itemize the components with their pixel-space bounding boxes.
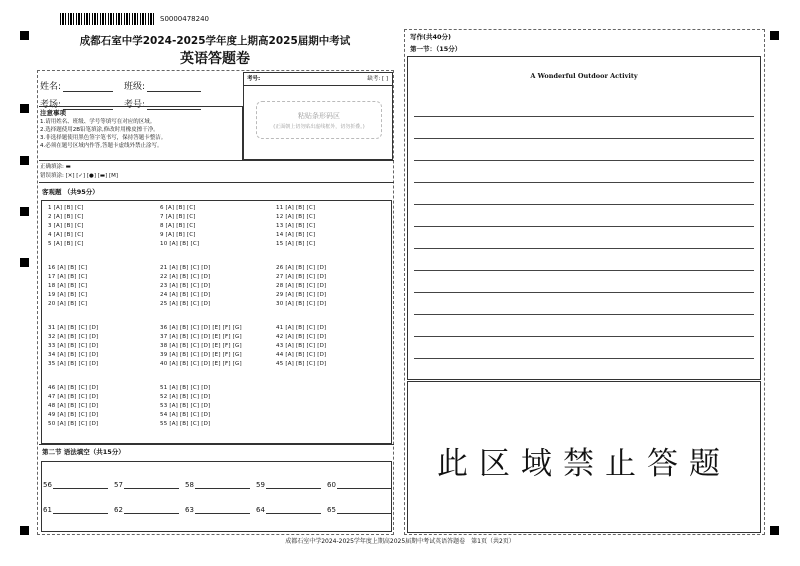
objective-question[interactable]: 6 [A] [B] [C] bbox=[160, 205, 196, 211]
writing-line bbox=[414, 314, 754, 315]
instruction-item: 2.选择题使用2B铅笔填涂,修改时用橡皮擦干净。 bbox=[40, 127, 159, 133]
barcode bbox=[60, 13, 156, 25]
barcode-sticker-area: 粘贴条形码区 (正面朝上切勿贴出虚线框外，切勿折叠。) bbox=[256, 101, 382, 139]
writing-line bbox=[414, 270, 754, 271]
objective-question[interactable]: 33 [A] [B] [C] [D] bbox=[48, 343, 99, 349]
objective-question[interactable]: 28 [A] [B] [C] [D] bbox=[276, 283, 327, 289]
objective-question[interactable]: 48 [A] [B] [C] [D] bbox=[48, 403, 99, 409]
blank-63[interactable]: 63 bbox=[185, 506, 250, 514]
objective-question[interactable]: 3 [A] [B] [C] bbox=[48, 223, 84, 229]
school-title: 成都石室中学2024-2025学年度上期高2025届期中考试 bbox=[79, 35, 351, 47]
registration-mark bbox=[20, 104, 29, 113]
objective-question[interactable]: 19 [A] [B] [C] bbox=[48, 292, 88, 298]
blank-62[interactable]: 62 bbox=[114, 506, 179, 514]
registration-mark bbox=[770, 31, 779, 40]
exam-number-field[interactable]: 考号: bbox=[124, 97, 201, 110]
objective-question[interactable]: 4 [A] [B] [C] bbox=[48, 232, 84, 238]
objective-question[interactable]: 22 [A] [B] [C] [D] bbox=[160, 274, 211, 280]
instruction-item: 1.请用姓名、班级、学号等填写在对应的区域。 bbox=[40, 119, 156, 125]
objective-question[interactable]: 21 [A] [B] [C] [D] bbox=[160, 265, 211, 271]
objective-question[interactable]: 7 [A] [B] [C] bbox=[160, 214, 196, 220]
registration-mark bbox=[770, 526, 779, 535]
objective-question[interactable]: 34 [A] [B] [C] [D] bbox=[48, 352, 99, 358]
barcode-paste-box: 考号: 缺考: [ ] 粘贴条形码区 (正面朝上切勿贴出虚线框外，切勿折叠。) bbox=[243, 72, 393, 160]
objective-question[interactable]: 29 [A] [B] [C] [D] bbox=[276, 292, 327, 298]
objective-question[interactable]: 26 [A] [B] [C] [D] bbox=[276, 265, 327, 271]
objective-question[interactable]: 25 [A] [B] [C] [D] bbox=[160, 301, 211, 307]
objective-question[interactable]: 24 [A] [B] [C] [D] bbox=[160, 292, 211, 298]
writing-line bbox=[414, 204, 754, 205]
objective-question[interactable]: 27 [A] [B] [C] [D] bbox=[276, 274, 327, 280]
writing-line bbox=[414, 182, 754, 183]
objective-question[interactable]: 37 [A] [B] [C] [D] [E] [F] [G] bbox=[160, 334, 242, 340]
objective-question[interactable]: 40 [A] [B] [C] [D] [E] [F] [G] bbox=[160, 361, 242, 367]
objective-question[interactable]: 17 [A] [B] [C] bbox=[48, 274, 88, 280]
registration-mark bbox=[20, 526, 29, 535]
objective-question[interactable]: 53 [A] [B] [C] [D] bbox=[160, 403, 211, 409]
blank-56[interactable]: 56 bbox=[43, 481, 108, 489]
objective-question[interactable]: 15 [A] [B] [C] bbox=[276, 241, 316, 247]
objective-question[interactable]: 54 [A] [B] [C] [D] bbox=[160, 412, 211, 418]
objective-question[interactable]: 39 [A] [B] [C] [D] [E] [F] [G] bbox=[160, 352, 242, 358]
instruction-item: 4.必须在题号区域内作答,答题卡虚线外禁止涂写。 bbox=[40, 143, 163, 149]
objective-question[interactable]: 47 [A] [B] [C] [D] bbox=[48, 394, 99, 400]
objective-question[interactable]: 49 [A] [B] [C] [D] bbox=[48, 412, 99, 418]
objective-question[interactable]: 23 [A] [B] [C] [D] bbox=[160, 283, 211, 289]
subject-title: 英语答题卷 bbox=[180, 51, 250, 67]
objective-question[interactable]: 52 [A] [B] [C] [D] bbox=[160, 394, 211, 400]
objective-question[interactable]: 18 [A] [B] [C] bbox=[48, 283, 88, 289]
exam-room-field[interactable]: 考场: bbox=[40, 97, 113, 110]
objective-question[interactable]: 38 [A] [B] [C] [D] [E] [F] [G] bbox=[160, 343, 242, 349]
essay-title: A Wonderful Outdoor Activity bbox=[530, 72, 638, 80]
objective-question[interactable]: 11 [A] [B] [C] bbox=[276, 205, 316, 211]
writing-line bbox=[414, 138, 754, 139]
blank-57[interactable]: 57 bbox=[114, 481, 179, 489]
objective-title: 客观题 （共95分） bbox=[42, 188, 99, 196]
objective-question[interactable]: 55 [A] [B] [C] [D] bbox=[160, 421, 211, 427]
objective-question[interactable]: 32 [A] [B] [C] [D] bbox=[48, 334, 99, 340]
barcode-number: S0000478240 bbox=[160, 15, 209, 23]
writing-line bbox=[414, 336, 754, 337]
objective-question[interactable]: 31 [A] [B] [C] [D] bbox=[48, 325, 99, 331]
objective-question[interactable]: 43 [A] [B] [C] [D] bbox=[276, 343, 327, 349]
blank-60[interactable]: 60 bbox=[327, 481, 392, 489]
objective-question[interactable]: 50 [A] [B] [C] [D] bbox=[48, 421, 99, 427]
objective-question[interactable]: 8 [A] [B] [C] bbox=[160, 223, 196, 229]
writing-line bbox=[414, 292, 754, 293]
instruction-item: 3.非选择题使用黑色签字笔书写，保持答题卡整洁。 bbox=[40, 135, 167, 141]
objective-question[interactable]: 5 [A] [B] [C] bbox=[48, 241, 84, 247]
writing-line bbox=[414, 248, 754, 249]
wrong-fill-example: 错误填涂: [✕] [✓] [●] [▬] [M] bbox=[40, 173, 119, 179]
objective-question[interactable]: 30 [A] [B] [C] [D] bbox=[276, 301, 327, 307]
instructions-box: 注意事项 1.请用姓名、班级、学号等填写在对应的区域。 2.选择题使用2B铅笔填涂,修改时用橡皮擦干净。 3.非选择题使用黑色签字笔书写，保持答题卡整洁。 4.必须在题号区域内作答,答题卡虚线外禁止涂写。 bbox=[39, 106, 243, 160]
objective-question[interactable]: 16 [A] [B] [C] bbox=[48, 265, 88, 271]
objective-question[interactable]: 51 [A] [B] [C] [D] bbox=[160, 385, 211, 391]
registration-mark bbox=[20, 258, 29, 267]
registration-mark bbox=[20, 207, 29, 216]
objective-question[interactable]: 12 [A] [B] [C] bbox=[276, 214, 316, 220]
objective-question[interactable]: 2 [A] [B] [C] bbox=[48, 214, 84, 220]
writing-section: 第一节：（15分） bbox=[410, 45, 462, 53]
correct-fill-example: 正确填涂: ▬ bbox=[40, 164, 71, 170]
class-field[interactable]: 班级: bbox=[124, 79, 201, 92]
objective-question[interactable]: 9 [A] [B] [C] bbox=[160, 232, 196, 238]
blank-65[interactable]: 65 bbox=[327, 506, 392, 514]
name-field[interactable]: 姓名: bbox=[40, 79, 113, 92]
blank-58[interactable]: 58 bbox=[185, 481, 250, 489]
registration-mark bbox=[20, 31, 29, 40]
objective-question[interactable]: 44 [A] [B] [C] [D] bbox=[276, 352, 327, 358]
forbidden-text: 此区域禁止答题 bbox=[437, 446, 731, 482]
objective-question[interactable]: 14 [A] [B] [C] bbox=[276, 232, 316, 238]
registration-mark bbox=[20, 156, 29, 165]
writing-box[interactable] bbox=[407, 56, 761, 380]
writing-line bbox=[414, 160, 754, 161]
objective-question[interactable]: 46 [A] [B] [C] [D] bbox=[48, 385, 99, 391]
objective-question[interactable]: 35 [A] [B] [C] [D] bbox=[48, 361, 99, 367]
objective-question[interactable]: 10 [A] [B] [C] bbox=[160, 241, 200, 247]
blank-61[interactable]: 61 bbox=[43, 506, 108, 514]
objective-question[interactable]: 13 [A] [B] [C] bbox=[276, 223, 316, 229]
objective-question[interactable]: 20 [A] [B] [C] bbox=[48, 301, 88, 307]
writing-line bbox=[414, 358, 754, 359]
page-footer: 成都石室中学2024-2025学年度上期高2025届期中考试英语答题卷 第1页（共2页） bbox=[285, 538, 515, 545]
blank-64[interactable]: 64 bbox=[256, 506, 321, 514]
objective-question[interactable]: 42 [A] [B] [C] [D] bbox=[276, 334, 327, 340]
writing-line bbox=[414, 226, 754, 227]
grammar-title: 第二节 语法填空（共15分） bbox=[42, 448, 125, 456]
objective-question[interactable]: 45 [A] [B] [C] [D] bbox=[276, 361, 327, 367]
writing-title: 写作(共40分) bbox=[410, 33, 451, 41]
objective-question[interactable]: 36 [A] [B] [C] [D] [E] [F] [G] bbox=[160, 325, 242, 331]
objective-question[interactable]: 1 [A] [B] [C] bbox=[48, 205, 84, 211]
grammar-answer-box bbox=[41, 461, 392, 532]
writing-line bbox=[414, 116, 754, 117]
objective-question[interactable]: 41 [A] [B] [C] [D] bbox=[276, 325, 327, 331]
blank-59[interactable]: 59 bbox=[256, 481, 321, 489]
